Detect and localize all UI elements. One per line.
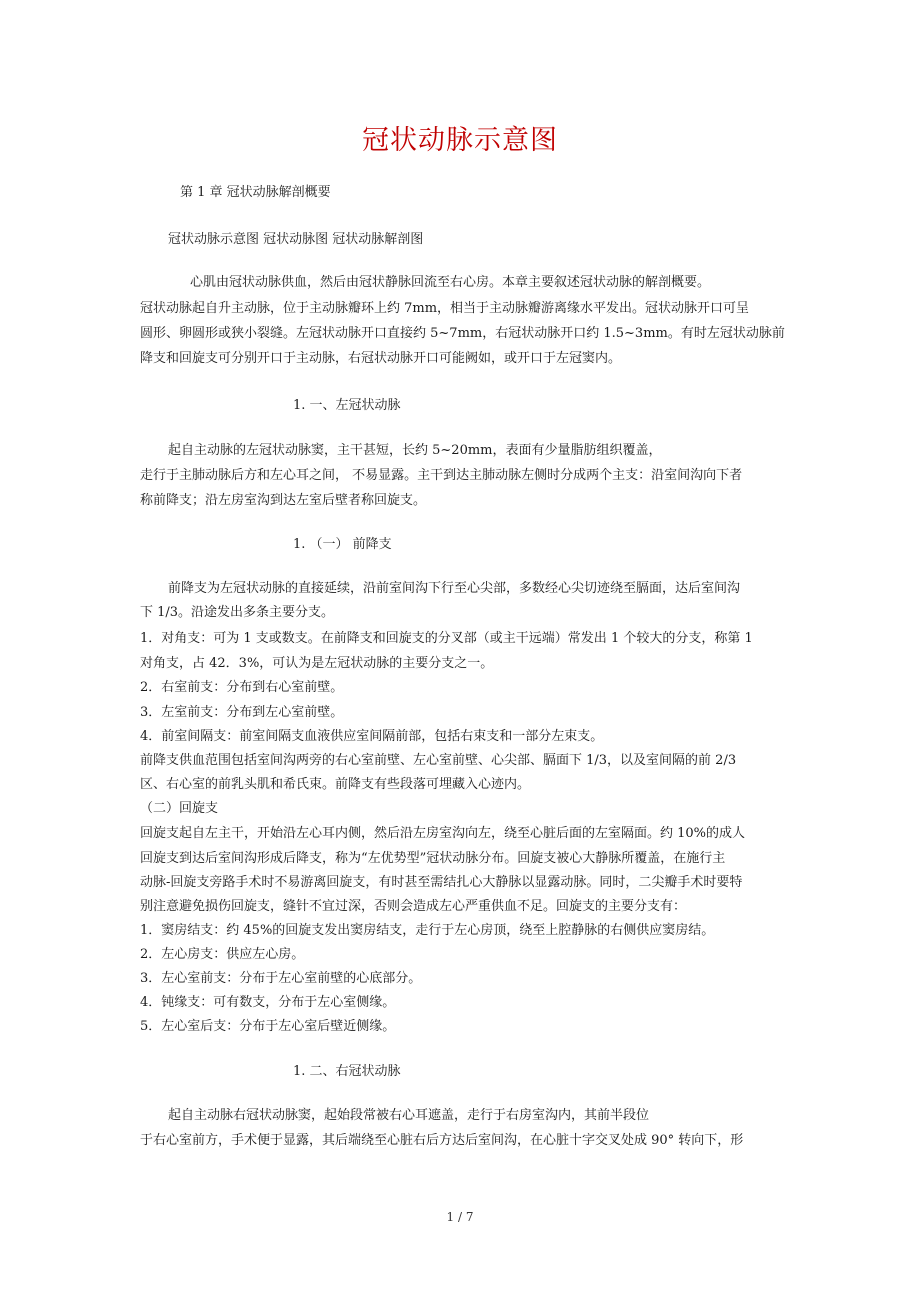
subsection2-line: 回旋支到达后室间沟形成后降支，称为“左优势型”冠状动脉分布。回旋支被心大静脉所覆盖，在施行主 [140,851,726,866]
section-heading-left-coronary: 1. 一、左冠状动脉 [293,398,401,413]
section-heading-right-coronary: 1. 二、右冠状动脉 [293,1064,401,1079]
subsection2-line: 5．左心室后支：分布于左心室后壁近侧缘。 [140,1019,396,1034]
section2-line: 起自主动脉右冠状动脉窦，起始段常被右心耳遮盖，走行于右房室沟内，其前半段位 [168,1108,650,1123]
subsection2-line: 3．左心室前支：分布于左心室前壁的心底部分。 [140,971,422,986]
subsection1-line: 对角支，占 42．3%，可认为是左冠状动脉的主要分支之一。 [140,656,494,671]
intro-line: 圆形、卵圆形或狭小裂缝。左冠状动脉开口直接约 5~7mm，右冠状动脉开口约 1.5~3mm。有时左冠状动脉前 [140,326,785,341]
keywords-line: 冠状动脉示意图 冠状动脉图 冠状动脉解剖图 [168,232,424,247]
section1-line: 称前降支；沿左房室沟到达左室后壁者称回旋支。 [140,493,427,508]
subsection1-line: 3．左室前支：分布到左心室前壁。 [140,705,344,720]
subsection1-line: 区、右心室的前乳头肌和希氏束。前降支有些段落可埋藏入心迹内。 [140,777,531,792]
section1-line: 走行于主肺动脉后方和左心耳之间， 不易显露。主干到达主肺动脉左侧时分成两个主支：沿室间沟向下者 [140,468,743,483]
subsection2-line: 回旋支起自左主干，开始沿左心耳内侧，然后沿左房室沟向左，绕至心脏后面的左室隔面。约 10%的成人 [140,826,746,841]
page-number: 1 / 7 [446,1210,474,1224]
subsection1-line: 前降支为左冠状动脉的直接延续，沿前室间沟下行至心尖部，多数经心尖切迹绕至膈面，达后室间沟 [168,581,741,596]
subsection2-line: 2．左心房支：供应左心房。 [140,947,305,962]
subsection2-line: 4．钝缘支：可有数支，分布于左心室侧缘。 [140,995,396,1010]
subsection1-line: 前降支供血范围包括室间沟两旁的右心室前壁、左心室前壁、心尖部、膈面下 1/3，以及室间隔的前 2/3 [140,753,737,768]
subsection-heading-lad: 1. （一） 前降支 [293,537,392,552]
document-title: 冠状动脉示意图 [362,125,558,156]
chapter-heading: 第 1 章 冠状动脉解剖概要 [180,185,331,200]
subsection1-line: 2．右室前支：分布到右心室前壁。 [140,680,344,695]
subsection-heading-circumflex: （二）回旋支 [140,801,219,816]
subsection2-line: 别注意避免损伤回旋支，缝针不宜过深，否则会造成左心严重供血不足。回旋支的主要分支有： [140,899,687,914]
subsection2-line: 1．窦房结支：约 45%的回旋支发出窦房结支，走行于左心房顶，绕至上腔静脉的右侧供应窦房结。 [140,923,715,938]
intro-line: 降支和回旋支可分别开口于主动脉，右冠状动脉开口可能阙如，或开口于左冠窦内。 [140,351,622,366]
subsection2-line: 动脉-回旋支旁路手术时不易游离回旋支，有时甚至需结扎心大静脉以显露动脉。同时，二尖瓣手术时要特 [140,875,743,890]
subsection1-line: 4．前室间隔支：前室间隔支血液供应室间隔前部，包括右束支和一部分左束支。 [140,729,604,744]
intro-line: 心肌由冠状动脉供血，然后由冠状静脉回流至右心房。本章主要叙述冠状动脉的解剖概要。 [190,275,711,290]
section1-line: 起自主动脉的左冠状动脉窦，主干甚短，长约 5~20mm，表面有少量脂肪组织覆盖， [168,443,662,458]
subsection1-line: 下 1/3。沿途发出多条主要分支。 [140,605,335,620]
section2-line: 于右心室前方，手术便于显露，其后端绕至心脏右后方达后室间沟，在心脏十字交叉处成 90° 转向下，形 [140,1133,744,1148]
intro-line: 冠状动脉起自升主动脉，位于主动脉瓣环上约 7mm，相当于主动脉瓣游离缘水平发出。冠状动脉开口可呈 [140,301,750,316]
subsection1-line: 1．对角支：可为 1 支或数支。在前降支和回旋支的分叉部（或主干远端）常发出 1 个较大的分支，称第 1 [140,631,753,646]
